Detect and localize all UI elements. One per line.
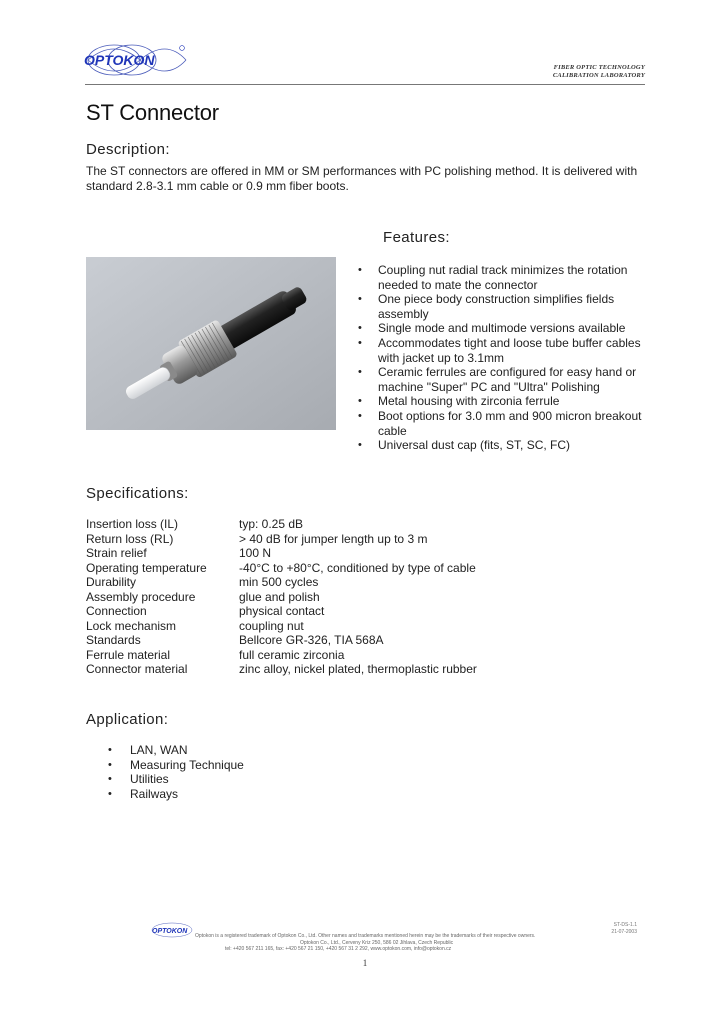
spec-label: Ferrule material bbox=[86, 647, 171, 662]
spec-label: Durability bbox=[86, 575, 137, 589]
spec-row bbox=[86, 648, 646, 663]
spec-label: Assembly procedure bbox=[86, 589, 196, 604]
description-text: The ST connectors are offered in MM or SM performances with PC polishing method. It is delivered with standard 2.8-3.1 mm cable or 0.9 mm fiber boots. bbox=[86, 164, 638, 193]
feature-item: • Coupling nut radial track minimizes the rotation needed to mate the connector bbox=[358, 263, 658, 292]
laboratory-label bbox=[530, 64, 645, 80]
spec-label: Operating temperature bbox=[86, 560, 207, 575]
spec-row bbox=[86, 546, 646, 561]
spec-row bbox=[86, 561, 646, 576]
st-connector-photo bbox=[86, 257, 336, 430]
spec-row bbox=[86, 575, 646, 590]
spec-row bbox=[86, 619, 646, 634]
doc-date: 21-07-2003 bbox=[611, 928, 637, 935]
feature-item: • Single mode and multimode versions available bbox=[358, 321, 658, 336]
lab-line-1: FIBER OPTIC TECHNOLOGY bbox=[553, 64, 645, 71]
spec-row bbox=[86, 590, 646, 605]
spec-value: zinc alloy, nickel plated, thermoplastic rubber bbox=[239, 662, 477, 676]
feature-item: • One piece body construction simplifies fields assembly bbox=[358, 292, 658, 321]
logo-text: OPTOKON bbox=[84, 52, 155, 68]
spec-row bbox=[86, 517, 646, 532]
specifications-table bbox=[86, 517, 646, 677]
spec-value: physical contact bbox=[239, 604, 325, 618]
footer-line-1: Optokon is a registered trademark of Optokon Co., Ltd. Other names and trademarks mentioned herein may be the trademarks of their respective owners. bbox=[195, 933, 536, 939]
footer-line-2: Optokon Co., Ltd., Cerveny Kriz 250, 586 02 Jihlava, Czech Republic bbox=[300, 939, 454, 946]
footer-logo-text: OPTOKON bbox=[152, 928, 188, 935]
spec-label: Strain relief bbox=[86, 546, 147, 560]
application-item: • Measuring Technique bbox=[108, 758, 244, 773]
specifications-heading: Specifications: bbox=[86, 485, 189, 502]
features-list bbox=[358, 263, 658, 453]
spec-label: Lock mechanism bbox=[86, 618, 177, 633]
spec-value: glue and polish bbox=[239, 589, 320, 604]
page-number: 1 bbox=[362, 958, 368, 968]
spec-value: full ceramic zirconia bbox=[239, 647, 345, 662]
header-rule bbox=[85, 84, 645, 85]
spec-row bbox=[86, 662, 646, 677]
application-list bbox=[108, 743, 244, 801]
feature-item: • Universal dust cap (fits, ST, SC, FC) bbox=[358, 438, 658, 453]
spec-label: Connection bbox=[86, 604, 147, 618]
spec-label: Connector material bbox=[86, 662, 188, 676]
doc-code: ST-DS-1.1 bbox=[613, 922, 637, 928]
footer-note bbox=[195, 933, 585, 953]
spec-value: coupling nut bbox=[239, 618, 304, 633]
footer-doc-code bbox=[585, 922, 637, 935]
spec-value: -40°C to +80°C, conditioned by type of cable bbox=[239, 560, 476, 575]
spec-value: typ: 0.25 dB bbox=[239, 517, 304, 531]
optokon-logo bbox=[80, 40, 190, 82]
lab-line-2: CALIBRATION LABORATORY bbox=[552, 72, 645, 79]
spec-value: 100 N bbox=[239, 546, 272, 560]
footer-line-3: tel: +420 567 211 165, fax: +420 567 21 150, +420 567 31 2 292, www.optokon.com, info@optokon.cz bbox=[225, 946, 452, 953]
feature-item: • Metal housing with zirconia ferrule bbox=[358, 394, 658, 409]
spec-value: Bellcore GR-326, TIA 568A bbox=[239, 633, 384, 647]
footer-logo bbox=[150, 921, 196, 939]
spec-value: min 500 cycles bbox=[239, 575, 319, 589]
spec-label: Standards bbox=[86, 633, 141, 647]
spec-row bbox=[86, 633, 646, 648]
application-item: • Utilities bbox=[108, 772, 244, 787]
spec-row bbox=[86, 604, 646, 619]
page-title: ST Connector bbox=[86, 100, 219, 125]
feature-item: • Boot options for 3.0 mm and 900 micron breakout cable bbox=[358, 409, 658, 438]
application-item: • LAN, WAN bbox=[108, 743, 244, 758]
feature-item: • Ceramic ferrules are configured for easy hand or machine "Super" PC and "Ultra" Polishing bbox=[358, 365, 658, 394]
feature-item: • Accommodates tight and loose tube buffer cables with jacket up to 3.1mm bbox=[358, 336, 658, 365]
spec-label: Insertion loss (IL) bbox=[86, 517, 179, 531]
application-heading: Application: bbox=[86, 711, 169, 728]
description-heading: Description: bbox=[86, 141, 170, 158]
spec-label: Return loss (RL) bbox=[86, 531, 174, 546]
features-heading: Features: bbox=[383, 229, 450, 246]
spec-value: > 40 dB for jumper length up to 3 m bbox=[239, 531, 428, 546]
spec-row bbox=[86, 532, 646, 547]
application-item: • Railways bbox=[108, 787, 244, 802]
